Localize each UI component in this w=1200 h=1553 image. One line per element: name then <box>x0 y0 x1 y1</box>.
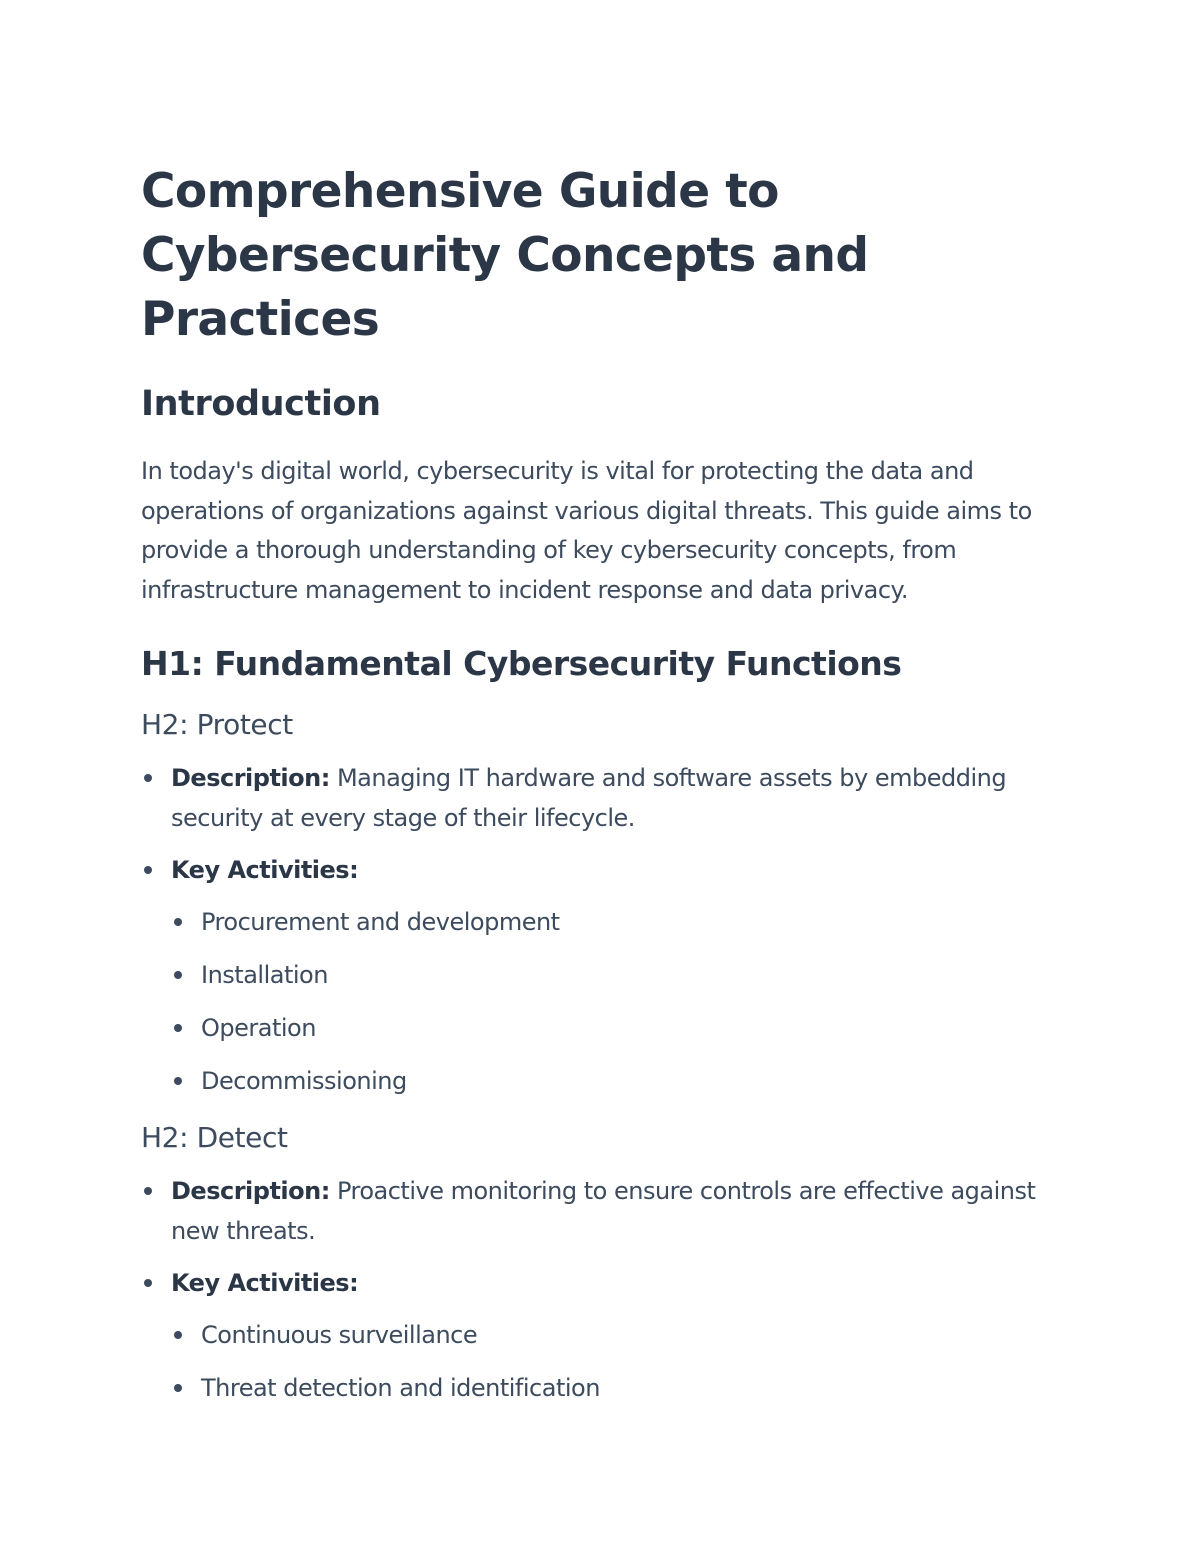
detect-description-item <box>141 1171 1081 1251</box>
detect-list <box>141 1171 1081 1408</box>
activity-item: Decommissioning <box>171 1061 1081 1101</box>
description-text: Managing IT hardware and software assets by embedding security at every stage of their lifecycle. <box>171 764 1007 832</box>
protect-list <box>141 758 1081 1101</box>
description-label: Description: <box>171 1177 330 1205</box>
description-text: Proactive monitoring to ensure controls are effective against new threats. <box>171 1177 1036 1245</box>
document-page <box>141 160 1081 1421</box>
activity-item: Continuous surveillance <box>171 1315 1081 1355</box>
introduction-heading: Introduction <box>141 384 381 424</box>
detect-key-activities-item <box>141 1263 1081 1408</box>
protect-description-item <box>141 758 1081 838</box>
key-activities-label: Key Activities: <box>171 1269 359 1297</box>
description-label: Description: <box>171 764 330 792</box>
protect-activities-list <box>171 902 1081 1101</box>
subsection-heading-protect: H2: Protect <box>141 708 293 741</box>
activity-item: Threat detection and identification <box>171 1368 1081 1408</box>
section-heading-fundamental-functions: H1: Fundamental Cybersecurity Functions <box>141 644 902 683</box>
activity-item: Procurement and development <box>171 902 1081 942</box>
subsection-heading-detect: H2: Detect <box>141 1121 288 1154</box>
introduction-paragraph: In today's digital world, cybersecurity is vital for protecting the data and operations of organizations against various digital threats. This guide aims to provide a thorough understanding of key cybersecurity concepts, from infrastructure management to incident response and data privacy. <box>141 457 1032 604</box>
detect-activities-list <box>171 1315 1081 1408</box>
protect-key-activities-item <box>141 850 1081 1101</box>
key-activities-label: Key Activities: <box>171 856 359 884</box>
document-title: Comprehensive Guide to Cybersecurity Concepts and Practices <box>141 164 869 347</box>
activity-item: Installation <box>171 955 1081 995</box>
activity-item: Operation <box>171 1008 1081 1048</box>
